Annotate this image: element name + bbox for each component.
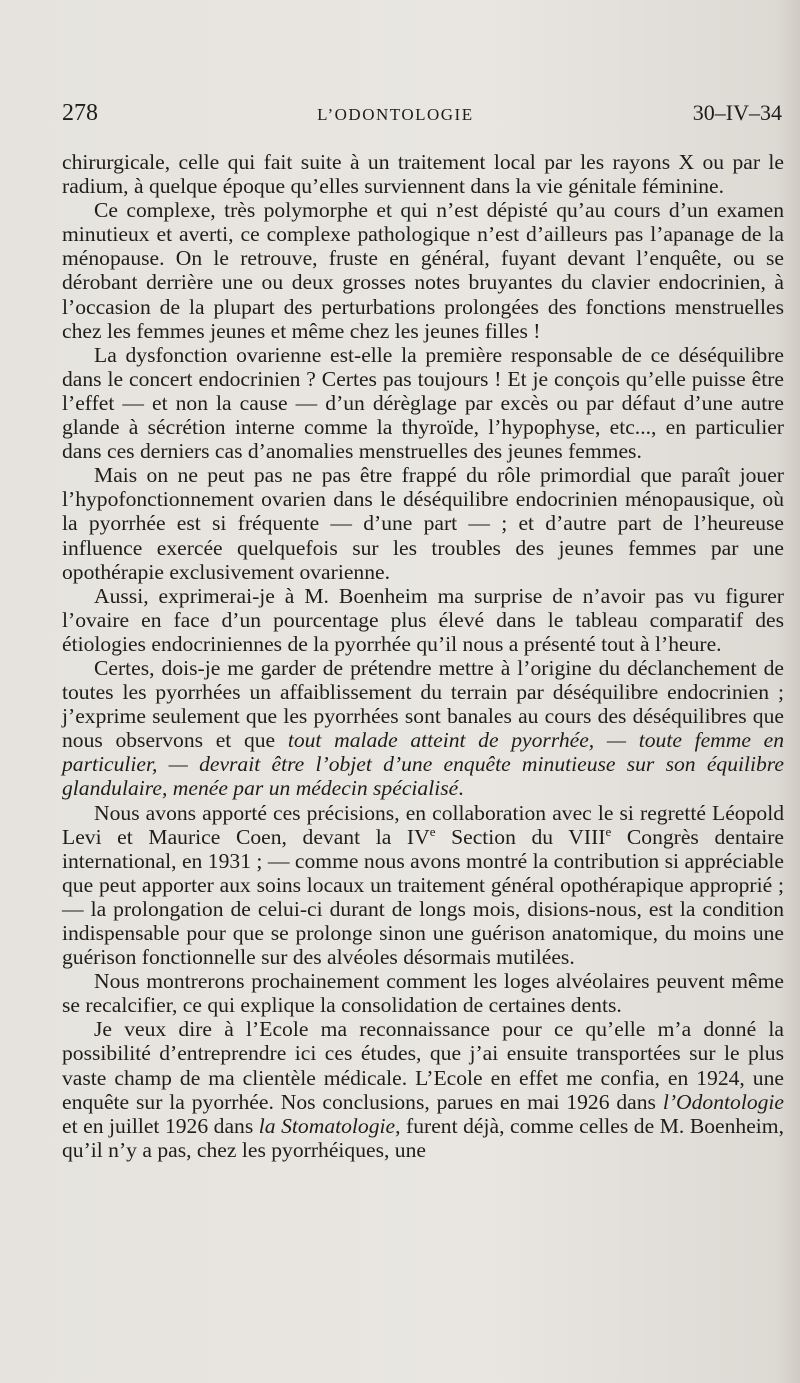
paragraph-5: Aussi, exprimerai-je à M. Boenheim ma surprise de n’avoir pas vu figurer l’ovaire en face d’un pourcentage plus élevé dans le tableau comparatif des étiologies endocriniennes de la pyorrhée qu’il nous a présenté tout à l’heure. (62, 583, 784, 656)
running-title: L’ODONTOLOGIE (317, 105, 474, 124)
italic-emphasis: tout malade atteint de pyorrhée, — toute femme en particulier, — devrait être l’objet d’une enquête minutieuse sur son équilibre glandulaire, menée par un médecin spécialisé (62, 728, 785, 801)
paragraph-2: Ce complexe, très polymorphe et qui n’est dépisté qu’au cours d’un examen minutieux et averti, ce complexe pathologique n’est d’ailleurs pas l’apanage de la ménopause. On le retrouve, fruste en général, fuyant devant l’enquête, ou se dérobant derrière une ou deux grosses notes bruyantes du clavier endocrinien, à l’occasion de la plupart des perturbations prolongées des fonctions menstruelles chez les femmes jeunes et même chez les jeunes filles ! (62, 198, 784, 343)
journal-title: l’Odontologie (662, 1089, 784, 1114)
paragraph-3: La dysfonction ovarienne est-elle la première responsable de ce déséquilibre dans le concert endocrinien ? Certes pas toujours ! Et je conçois qu’elle puisse être l’effet — et non la cause — d’un dérèglage par excès ou par défaut d’une autre glande à sécrétion interne comme la thyroïde, l’hypophyse, etc..., en particulier dans ces derniers cas d’anomalies menstruelles des jeunes femmes. (62, 342, 784, 464)
page-number: 278 (62, 100, 98, 126)
paragraph-6: Certes, dois-je me garder de prétendre mettre à l’origine du déclanchement de toutes les pyorrhées un affaiblissement du terrain par déséquilibre endocrinien ; j’exprime seulement que les pyorrhées sont banales au cours des déséquilibres que nous observons et que tout malade atteint de pyorrhée, — toute femme en particulier, — devrait être l’objet d’une enquête minutieuse sur son équilibre glandulaire, menée par un médecin spécialisé. (62, 655, 785, 801)
paragraph-9: Je veux dire à l’Ecole ma reconnaissance pour ce qu’elle m’a donné la possibilité d’entreprendre ici ces études, que j’ai ensuite transportées sur le plus vaste champ de ma clientèle médicale. L’Ecole en effet me confia, en 1924, une enquête sur la pyorrhée. Nos conclusions, parues en mai 1926 dans l’Odontologie et en juillet 1926 dans la Stomatologie, furent déjà, comme celles de M. Boenheim, qu’il n’y a pas, chez les pyorrhéiques, une (62, 1017, 785, 1162)
journal-title: la Stomatologie (258, 1113, 396, 1138)
paragraph-8: Nous montrerons prochainement comment les loges alvéolaires peuvent même se recalcifier, ce qui explique la consolidation de certaines dents. (62, 969, 784, 1018)
paragraph-7: Nous avons apporté ces précisions, en collaboration avec le si regretté Léopold Levi et Maurice Coen, devant la IVe Section du VIIIe Congrès dentaire international, en 1931 ; — comme nous avons montré la contribution si appréciable que peut apporter aux soins locaux un traitement général opothérapique approprié ; — la prolongation de celui-ci durant de longs mois, disions-nous, est la condition indispensable pour que se prolonge sinon une guérison anatomique, du moins une guérison fonctionnelle sur des alvéoles désormais mutilées. (62, 800, 784, 970)
paragraph-4: Mais on ne peut pas ne pas être frappé du rôle primordial que paraît jouer l’hypofonctionnement ovarien dans le déséquilibre endocrinien ménopausique, où la pyorrhée est si fréquente — d’une part — ; et d’autre part de l’heureuse influence exercée quelquefois sur les troubles des jeunes femmes par une opothérapie exclusivement ovarienne. (62, 463, 784, 584)
superscript: e (429, 823, 436, 839)
body-text (62, 150, 784, 1162)
page-header (62, 100, 782, 127)
issue-date: 30–IV–34 (692, 100, 782, 125)
paragraph-1: chirurgicale, celle qui fait suite à un traitement local par les rayons X ou par le radium, à quelque époque qu’elles surviennent dans la vie génitale féminine. (62, 150, 784, 199)
superscript: e (605, 823, 612, 839)
